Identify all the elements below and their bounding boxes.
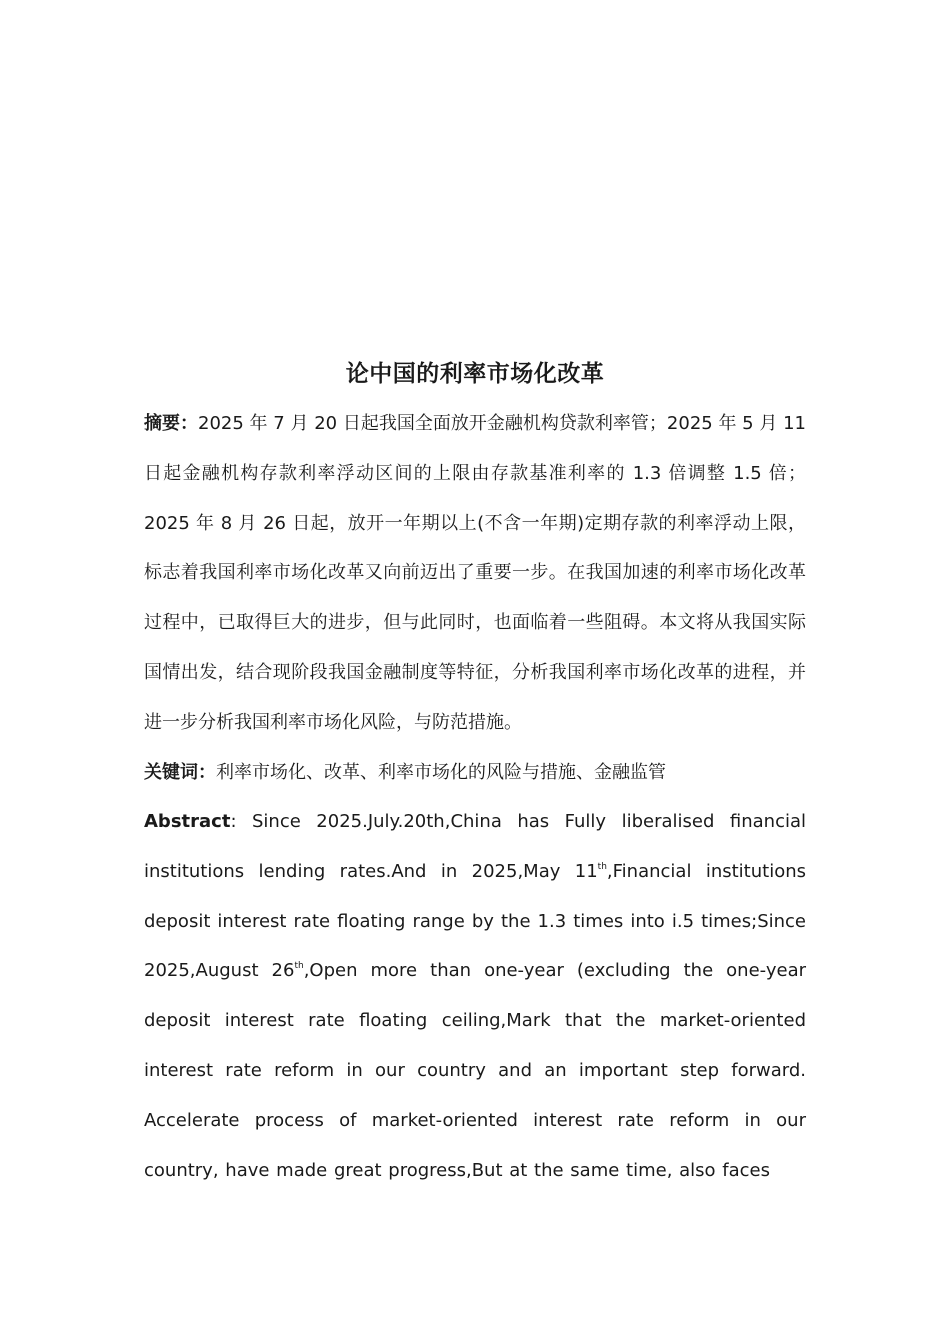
english-abstract-label: Abstract xyxy=(144,811,231,832)
keywords xyxy=(144,748,806,798)
paper-title: 论中国的利率市场化改革 xyxy=(345,361,605,387)
english-abstract-text-part2: ,Financial institutions deposit interest rate floating range by the 1.3 times into i.5 times;Since 2025,August 26 xyxy=(144,860,806,982)
english-abstract-text-part1: : Since 2025.July.20th,China has Fully liberalised financial institutions lending rates.And in 2025,May 11 xyxy=(144,811,806,882)
ordinal-superscript: th xyxy=(597,861,607,872)
ordinal-superscript: th xyxy=(294,961,304,972)
keywords-label: 关键词： xyxy=(144,762,216,783)
english-abstract xyxy=(144,797,806,1195)
english-abstract-text-part3: ,Open more than one-year (excluding the one-year deposit interest rate floating ceiling,Mark that the market-oriented interest rate reform in our country and an important step forward. Accelerate process of market-oriented interest rate reform in our country, have made great progress,But at the same time, also faces xyxy=(144,960,806,1181)
chinese-abstract xyxy=(144,399,806,748)
chinese-abstract-text: 2025 年 7 月 20 日起我国全面放开金融机构贷款利率管；2025 年 5 月 11 日起金融机构存款利率浮动区间的上限由存款基准利率的 1.3 倍调整 1.5 倍；2025 年 8 月 26 日起，放开一年期以上(不含一年期)定期存款的利率浮动上限，标志着我国利率市场化改革又向前迈出了重要一步。在我国加速的利率市场化改革过程中，已取得巨大的进步，但与此同时，也面临着一些阻碍。本文将从我国实际国情出发，结合现阶段我国金融制度等特征，分析我国利率市场化改革的进程，并进一步分析我国利率市场化风险，与防范措施。 xyxy=(144,413,806,733)
chinese-abstract-label: 摘要： xyxy=(144,413,199,434)
keywords-text: 利率市场化、改革、利率市场化的风险与措施、金融监管 xyxy=(216,762,666,783)
